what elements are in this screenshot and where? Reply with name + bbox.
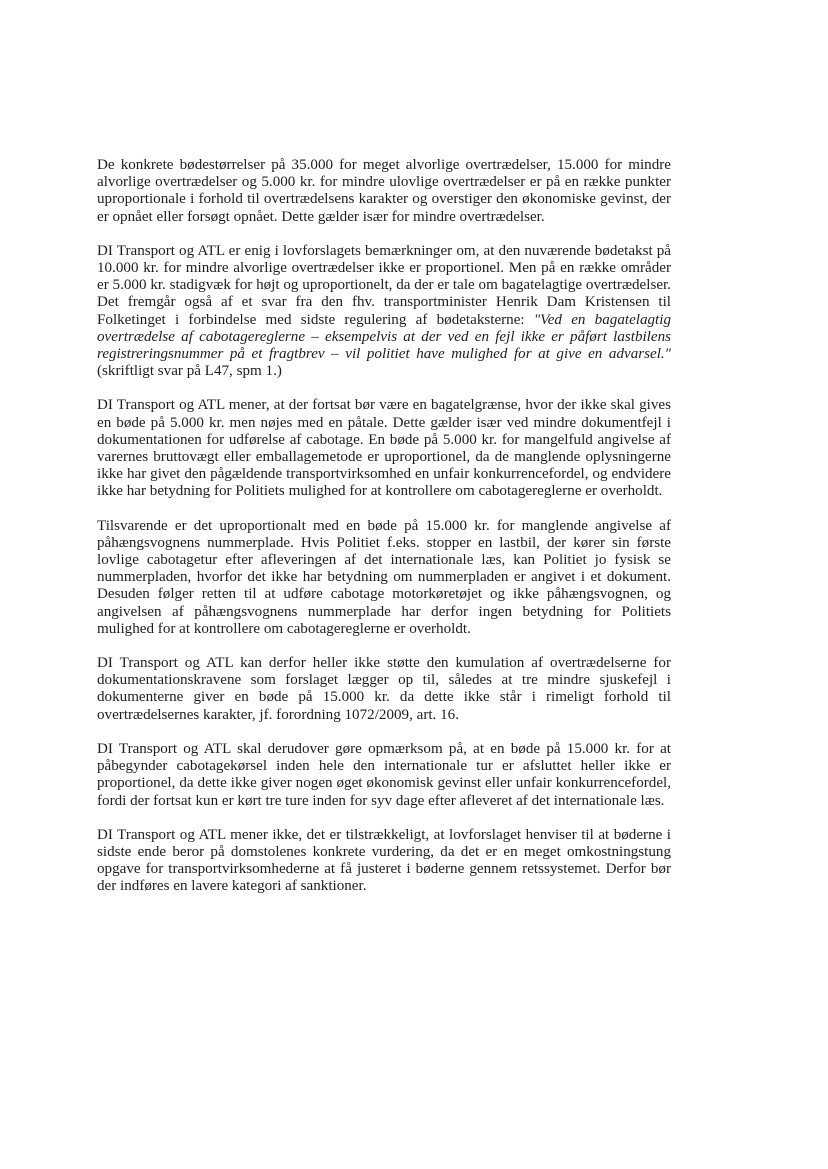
paragraph-fine-sizes: De konkrete bødestørrelser på 35.000 for meget alvorlige overtrædelser, 15.000 for mindre alvorlige overtrædelser og 5.000 kr. for mindre ulovlige overtrædelser er på en række punkter uproportionale i forhold til overtrædelsens karakter og overstiger den økonomiske gevinst, der er opnået eller forsøgt opnået. Dette gælder især for mindre overtrædelser. <box>97 157 671 225</box>
paragraph-cabotage-start: DI Transport og ATL skal derudover gøre opmærksom på, at en bøde på 15.000 kr. for at påbegynder cabotagekørsel inden hele den internationale tur er afsluttet heller ikke er proportionel, da dette ikke giver nogen øget økonomisk gevinst eller unfair konkurrencefordel, fordi der fortsat kun er kørt tre ture inden for syv dage efter afleveret af det internationale læs. <box>97 740 671 809</box>
quote-source: (skriftligt svar på L47, spm 1.) <box>97 363 282 380</box>
paragraph-trailer-plate: Tilsvarende er det uproportionalt med en bøde på 15.000 kr. for manglende angivelse af påhængsvognens nummerplade. Hvis Politiet f.eks. stopper en lastbil, der kører sin første lovlige cabotagetur efter afleveringen af det internationale læs, kan Politiet jo fysisk se nummerpladen, hvorfor det ikke har betydning om nummerpladen er angivet i et dokument. Desuden følger retten til at udføre cabotage motorkøretøjet og ikke påhængsvognen, og angivelsen af påhængsvognens nummerplade har derfor ingen betydning for Politiets mulighed for at kontrollere om cabotagereglerne er overholdt. <box>97 517 671 637</box>
minister-quote: "Ved en bagatelagtig overtrædelse af cabotagereglerne – eksempelvis at der ved en fejl ikke er påført lastbilens registreringsnummer på et fragtbrev – vil politiet have mulighed for at give en advarsel." <box>97 311 671 363</box>
paragraph-text: DI Transport og ATL er enig i lovforslagets bemærkninger om, at den nuværende bødetakst på 10.000 kr. for mindre alvorlige overtrædelser ikke er proportionel. Men på en række områder er 5.000 kr. stadigvæk for højt og uproportionelt, da der er tale om bagatelagtige overtrædelser. Det fremgår også af et svar fra den fhv. transportminister Henrik Dam Kristensen til Folketinget i forbindelse med sidste regulering af bødetaksterne: <box>97 242 671 328</box>
paragraph-cumulation: DI Transport og ATL kan derfor heller ikke støtte den kumulation af overtrædelserne for dokumentationskravene som forslaget lægger op til, således at tre mindre sjuskefejl i dokumenterne giver en bøde på 15.000 kr. da dette ikke står i rimeligt forhold til overtrædelsernes karakter, jf. forordning 1072/2009, art. 16. <box>97 655 671 723</box>
paragraph-trivial-limit: DI Transport og ATL mener, at der fortsat bør være en bagatelgrænse, hvor der ikke skal gives en bøde på 5.000 kr. men nøjes med en påtale. Dette gælder især ved mindre dokumentfejl i dokumentationen for udførelse af cabotage. En bøde på 5.000 kr. for mangelfuld angivelse af varernes bruttovægt eller emballagemetode er uproportionel, da de manglende oplysningerne ikke har givet den pågældende transportvirksomhed en unfair konkurrencefordel, og endvidere ikke har betydning for Politiets mulighed for at kontrollere om cabotagereglerne er overholdt. <box>97 397 671 500</box>
paragraph-minister-answer <box>97 243 671 381</box>
document-body <box>97 157 671 913</box>
paragraph-court-assessment: DI Transport og ATL mener ikke, det er tilstrækkeligt, at lovforslaget henviser til at bøderne i sidste ende beror på domstolenes konkrete vurdering, da det er en meget omkostningstung opgave for transportvirksomhederne at få justeret i bøderne gennem retssystemet. Derfor bør der indføres en lavere kategori af sanktioner. <box>97 826 671 895</box>
